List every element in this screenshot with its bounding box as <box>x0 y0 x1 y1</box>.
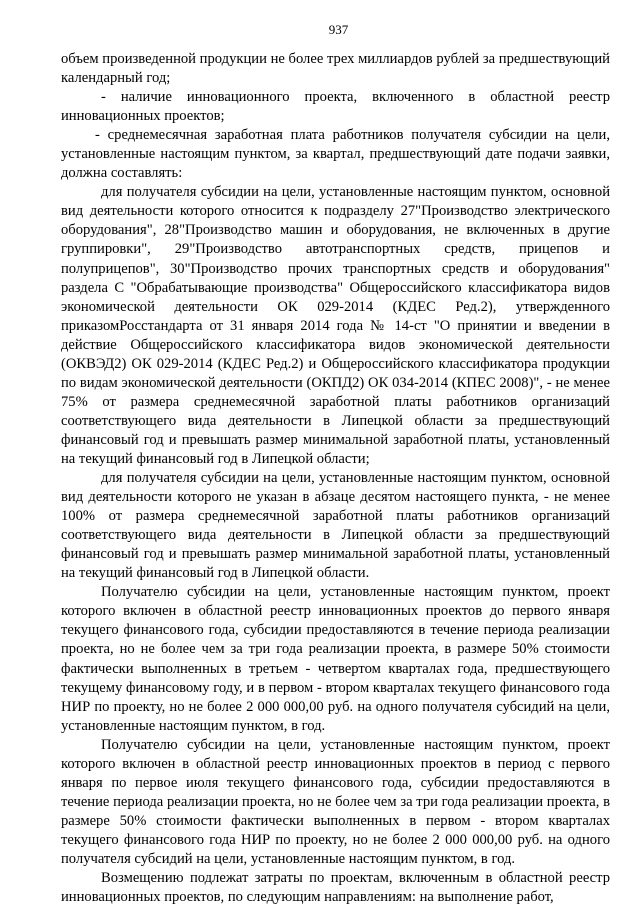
paragraph-2: - наличие инновационного проекта, включенного в областной реестр инновационных проектов; <box>61 89 610 125</box>
paragraph-8: Возмещению подлежат затраты по проектам, включенным в областной реестр инновационных проектов, по следующим направлениям: на выполнение работ, <box>61 870 610 906</box>
paragraph-7: Получателю субсидии на цели, установленные настоящим пунктом, проект которого включен в областной реестр инновационных проектов в период с первого января по первое июля текущего финансового года, субсидии предоставляются в течение периода реализации проекта, но не более чем за три года реализации проекта, в размере 50% стоимости фактически выполненных в первом - втором кварталах текущего финансового года НИР по проекту, но не более 2 000 000,00 руб. на одного получателя субсидий на цели, установленные настоящим пунктом, в год. <box>61 736 610 867</box>
paragraph-4: для получателя субсидии на цели, установленные настоящим пунктом, основной вид деятельности которого относится к подразделу 27"Производство электрического оборудования", 28"Производство машин и оборудования, не включенных в другие группировки", 29"Производство автотранспортных средств, прицепов и полуприцепов", 30"Производство прочих транспортных средств и оборудования" раздела C "Обрабатывающие производства" Общероссийского классификатора видов экономической деятельности ОК 029-2014 (КДЕС Ред.2), утвержденного приказомРосстандарта от 31 января 2014 года № 14-ст "О принятии и введении в действие Общероссийского классификатора видов экономической деятельности (ОКВЭД2) ОК 029-2014 (КДЕС Ред.2) и Общероссийского классификатора продукции по видам экономической деятельности (ОКПД2) ОК 034-2014 (КПЕС 2008)", - не менее 75% от размера среднемесячной заработной платы работников организаций соответствующего вида деятельности в Липецкой области за предшествующий финансовый год и превышать размер минимальной заработной платы, установленный на текущий финансовый год в Липецкой области; <box>61 184 610 467</box>
page-number: 937 <box>328 22 349 37</box>
paragraph-6: Получателю субсидии на цели, установленные настоящим пунктом, проект которого включен в областной реестр инновационных проектов до первого января текущего финансового года, субсидии предоставляются в течение периода реализации проекта, но не более чем за три года реализации проекта, в размере 50% стоимости фактически выполненных в третьем - четвертом кварталах года, предшествующего текущему финансовому году, и в первом - втором кварталах текущего финансового года НИР по проекту, но не более 2 000 000,00 руб. на одного получателя субсидий на цели, установленные настоящим пунктом, в год. <box>61 584 610 734</box>
paragraph-1: объем произведенной продукции не более трех миллиардов рублей за предшествующий календарный год; <box>61 51 610 87</box>
paragraph-3: - среднемесячная заработная плата работников получателя субсидии на цели, установленные настоящим пунктом, за квартал, предшествующий дате подачи заявки, должна составлять: <box>61 127 610 182</box>
document-body <box>61 50 610 907</box>
paragraph-5: для получателя субсидии на цели, установленные настоящим пунктом, основной вид деятельности которого не указан в абзаце десятом настоящего пункта, - не менее 100% от размера среднемесячной заработной платы работников организаций соответствующего вида деятельности в Липецкой области за предшествующий финансовый год и превышать размер минимальной заработной платы, установленный на текущий финансовый год в Липецкой области. <box>61 470 610 582</box>
